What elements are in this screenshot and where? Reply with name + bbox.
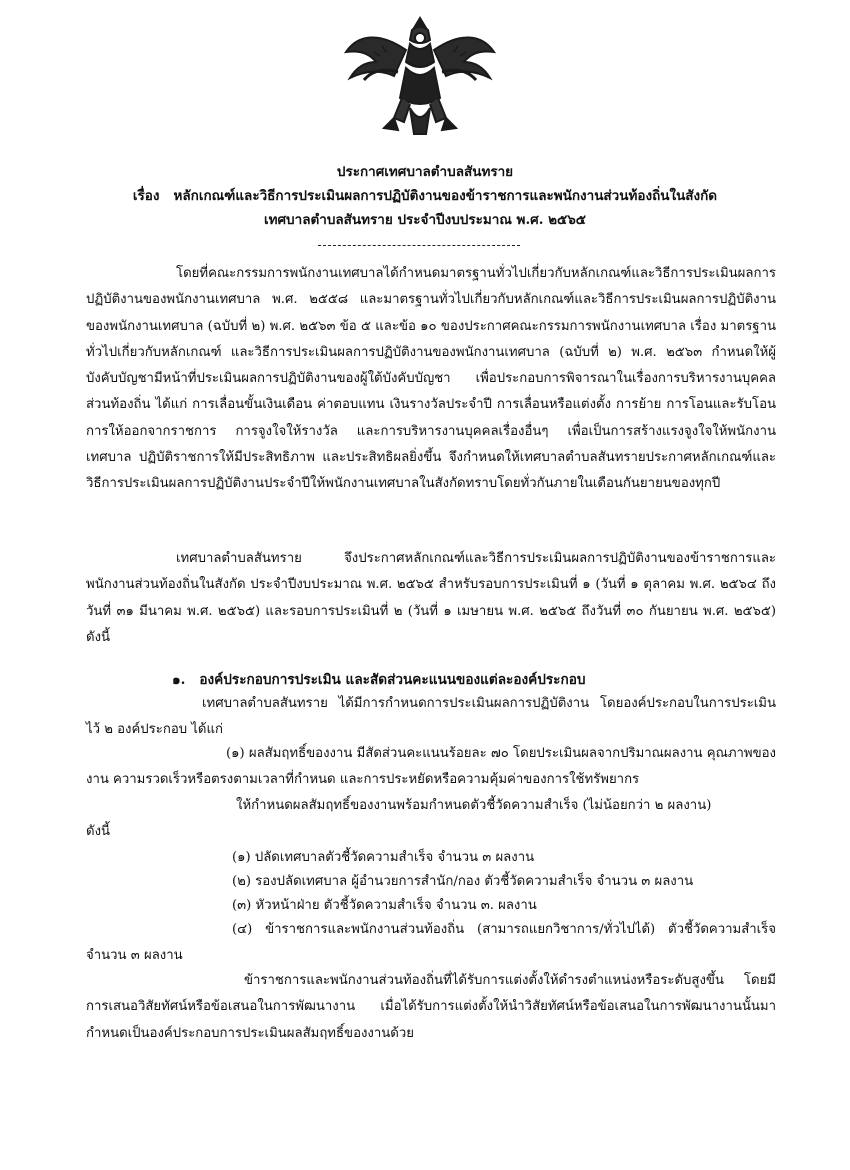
title-divider <box>318 245 520 246</box>
garuda-emblem-icon <box>340 12 500 142</box>
subject-line <box>80 184 770 208</box>
section-heading <box>172 667 586 693</box>
section-number: ๑. <box>172 672 186 688</box>
subject-label: เรื่อง <box>132 188 160 204</box>
assignment-line-1: ให้กำหนดผลสัมฤทธิ์ของงานพร้อมกำหนดตัวชี้วัดความสำเร็จ (ไม่น้อยกว่า ๒ ผลงาน) <box>236 798 712 813</box>
assignment-paragraph <box>86 793 776 846</box>
subject-text-line2: เทศบาลตำบลสันทราย ประจำปีงบประมาณ พ.ศ. ๒๕๖๕ <box>263 212 587 228</box>
subject-text-line1: หลักเกณฑ์และวิธีการประเมินผลการปฏิบัติงานของข้าราชการและพนักงานส่วนท้องถิ่นในสังกัด <box>173 188 718 204</box>
assignment-line-2: ดังนี้ <box>86 824 111 840</box>
indicator-item-3: (๓) หัวหน้าฝ่าย ตัวชี้วัดความสำเร็จ จำนวน ๓. ผลงาน <box>232 898 537 913</box>
section-intro: เทศบาลตำบลสันทราย ได้มีการกำหนดการประเมินผลการปฏิบัติงาน โดยองค์ประกอบในการประเมินไว้ ๒ องค์ประกอบ ได้แก่ <box>86 696 776 738</box>
indicator-item-4: (๔) ข้าราชการและพนักงานส่วนท้องถิ่น (สามารถแยกวิชาการ/ทั่วไปได้) ตัวชี้วัดความสำเร็จ จำนวน ๓ ผลงาน <box>86 922 776 964</box>
component-item-1: (๑) ผลสัมฤทธิ์ของงาน มีสัดส่วนคะแนนร้อยละ ๗๐ โดยประเมินผลจากปริมาณผลงาน คุณภาพของงาน ความรวดเร็วหรือตรงตามเวลาที่กำหนด และการประหยัดหรือความคุ้มค่าของการใช้ทรัพยากร <box>86 746 776 788</box>
section-heading-text: องค์ประกอบการประเมิน และสัดส่วนคะแนนของแต่ละองค์ประกอบ <box>199 672 586 688</box>
preamble-paragraph: โดยที่คณะกรรมการพนักงานเทศบาลได้กำหนดมาตรฐานทั่วไปเกี่ยวกับหลักเกณฑ์และวิธีการประเมินผลการปฏิบัติงานของพนักงานเทศบาล พ.ศ. ๒๕๕๘ และมาตรฐานทั่วไปเกี่ยวกับหลักเกณฑ์และวิธีการประเมินผลการปฏิบัติงานของพนักงานเทศบาล (ฉบับที่ ๒) พ.ศ. ๒๕๖๓ ข้อ ๕ และข้อ ๑๐ ของประกาศคณะกรรมการพนักงานเทศบาล เรื่อง มาตรฐานทั่วไปเกี่ยวกับหลักเกณฑ์ และวิธีการประเมินผลการปฏิบัติงานของพนักงานเทศบาล (ฉบับที่ ๒) พ.ศ. ๒๕๖๓ กำหนดให้ผู้บังคับบัญชามีหน้าที่ประเมินผลการปฏิบัติงานของผู้ใต้บังคับบัญชา เพื่อประกอบการพิจารณาในเรื่องการบริหารงานบุคคลส่วนท้องถิ่น ได้แก่ การเลื่อนขั้นเงินเดือน ค่าตอบแทน เงินรางวัลประจำปี การเลื่อนหรือแต่งตั้ง การย้าย การโอนและรับโอน การให้ออกจากราชการ การจูงใจให้รางวัล และการบริหารงานบุคคลเรื่องอื่นๆ เพื่อเป็นการสร้างแรงจูงใจให้พนักงานเทศบาล ปฏิบัติราชการให้มีประสิทธิภาพ และประสิทธิผลยิ่งขึ้น จึงกำหนดให้เทศบาลตำบลสันทรายประกาศหลักเกณฑ์และวิธีการประเมินผลการปฏิบัติงานประจำปีให้พนักงานเทศบาลในสังกัดทราบโดยทั่วกันภายในเดือนกันยายนของทุกปี <box>86 266 776 492</box>
indicator-item-1: (๑) ปลัดเทศบาลตัวชี้วัดความสำเร็จ จำนวน ๓ ผลงาน <box>232 850 535 865</box>
announcement-paragraph: เทศบาลตำบลสันทราย จึงประกาศหลักเกณฑ์และวิธีการประเมินผลการปฏิบัติงานของข้าราชการและพนักงานส่วนท้องถิ่นในสังกัด ประจำปีงบประมาณ พ.ศ. ๒๕๖๕ สำหรับรอบการประเมินที่ ๑ (วันที่ ๑ ตุลาคม พ.ศ. ๒๕๖๔ ถึงวันที่ ๓๑ มีนาคม พ.ศ. ๒๕๖๕) และรอบการประเมินที่ ๒ (วันที่ ๑ เมษายน พ.ศ. ๒๕๖๕ ถึงวันที่ ๓๐ กันยายน พ.ศ. ๒๕๖๕) ดังนี้ <box>86 551 776 645</box>
indicator-item-2: (๒) รองปลัดเทศบาล ผู้อำนวยการสำนัก/กอง ตัวชี้วัดความสำเร็จ จำนวน ๓ ผลงาน <box>232 874 694 889</box>
announcement-title: ประกาศเทศบาลตำบลสันทราย <box>336 164 514 180</box>
closing-paragraph: ข้าราชการและพนักงานส่วนท้องถิ่นที่ได้รับการแต่งตั้งให้ดำรงตำแหน่งหรือระดับสูงขึ้น โดยมีการเสนอวิสัยทัศน์หรือข้อเสนอในการพัฒนางาน เมื่อได้รับการแต่งตั้งให้นำวิสัยทัศน์หรือข้อเสนอในการพัฒนางานนั้นมากำหนดเป็นองค์ประกอบการประเมินผลสัมฤทธิ์ของงานด้วย <box>86 973 776 1041</box>
